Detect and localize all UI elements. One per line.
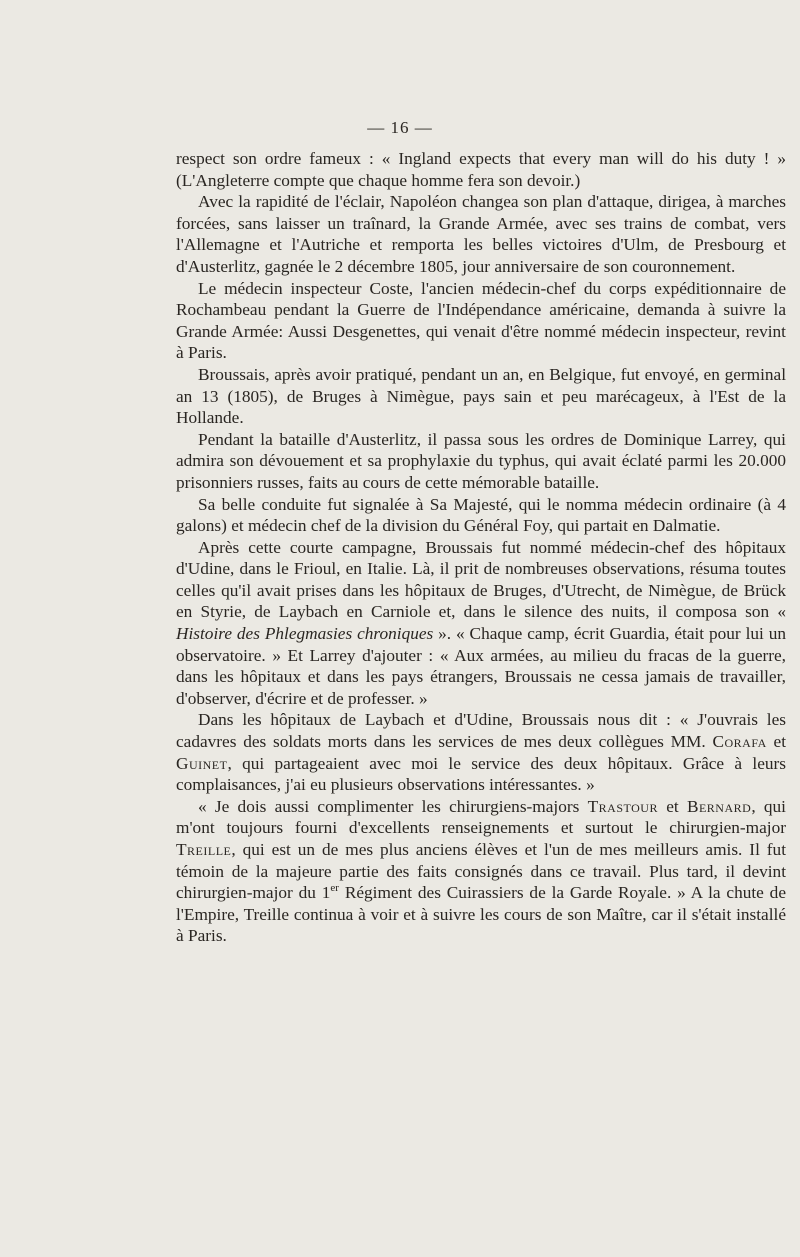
paragraph-4: Broussais, après avoir pratiqué, pendant un an, en Belgique, fut envoyé, en germinal an 13 (1805), de Bruges à Nimègue, pays sain et peu marécageux, à l'Est de la Hollande. (176, 364, 786, 428)
name-corafa: Corafa (712, 732, 767, 752)
paragraph-9-part-3: , qui m'ont toujours fourni d'excellents renseignements et surtout le chirurgien-major (176, 796, 786, 838)
paragraph-8 (176, 709, 786, 795)
body-text (176, 148, 786, 947)
name-treille: Treille (176, 840, 232, 859)
superscript-er: er (330, 882, 339, 895)
paragraph-9-part-1: « Je dois aussi complimenter les chirurgiens-majors (198, 796, 588, 816)
paragraph-9 (176, 796, 786, 947)
paragraph-1: respect son ordre fameux : « Ingland expects that every man will do his duty ! » (L'Angleterre compte que chaque homme fera son devoir.) (176, 149, 786, 190)
paragraph-8-part-1: Dans les hôpitaux de Laybach et d'Udine, Broussais nous dit : « J'ouvrais les cadavres des soldats morts dans les services de mes deux collègues MM. (176, 710, 786, 752)
page-number: — 16 — (367, 118, 433, 137)
paragraph-6: Sa belle conduite fut signalée à Sa Majesté, qui le nomma médecin ordinaire (à 4 galons) et médecin chef de la division du Général Foy, qui partait en Dalmatie. (176, 494, 786, 536)
paragraph-3: Le médecin inspecteur Coste, l'ancien médecin-chef du corps expéditionnaire de Rochambeau pendant la Guerre de l'Indépendance américaine, demanda à suivre la Grande Armée: Aussi Desgenettes, qui venait d'être nommé médecin inspecteur, revint à Paris. (176, 278, 786, 363)
name-guinet: Guinet (176, 753, 228, 773)
paragraph-2: Avec la rapidité de l'éclair, Napoléon changea son plan d'attaque, dirigea, à marches forcées, sans laisser un traînard, la Grande Armée, avec ses trains de combat, vers l'Allemagne et l'Autriche et remporta les belles victoires d'Ulm, de Presbourg et d'Austerlitz, gagnée le 2 décembre 1805, jour anniversaire de son couronnement. (176, 192, 786, 276)
paragraph-8-part-3: , qui partageaient avec moi le service des deux hôpitaux. Grâce à leurs complaisances, j'ai eu plusieurs observations intéressantes. » (176, 753, 786, 795)
paragraph-7-text-after: ». « Chaque camp, écrit Guardia, était pour lui un observatoire. » Et Larrey d'ajouter : « Aux armées, au milieu du fracas de la guerre, dans les hôpitaux et dans les pays étrangers, Broussais ne cessa jamais de travailler, d'observer, d'écrire et de professer. » (176, 624, 786, 708)
paragraph-8-part-2: et (766, 732, 786, 752)
paragraph-9-part-2: et (657, 796, 687, 816)
paragraph-9-part-4: , qui est un de mes plus anciens élèves et l'un de mes meilleurs amis. Il fut témoin de la majeure partie des faits consignés dans ce travail. Plus tard, il devint chirurgien-major du 1 (176, 840, 786, 903)
name-trastour: Trastour (587, 796, 658, 816)
paragraph-7 (176, 537, 786, 710)
paragraph-7-text-before: Après cette courte campagne, Broussais fut nommé médecin-chef des hôpitaux d'Udine, dans le Frioul, en Italie. Là, il prit de nombreuses observations, résuma toutes celles qu'il avait prises dans les hôpitaux de Bruges, d'Utrecht, de Nimègue, de Brück en Styrie, de Laybach en Carniole et, dans le silence des nuits, il composa son « (176, 537, 786, 622)
name-bernard: Bernard (686, 796, 752, 816)
paragraph-5: Pendant la bataille d'Austerlitz, il passa sous les ordres de Dominique Larrey, qui admira son dévouement et sa prophylaxie du typhus, qui avait éclaté parmi les 20.000 prisonniers russes, faits au cours de cette mémorable bataille. (176, 429, 786, 492)
paragraph-9-part-5: Régiment des Cuirassiers de la Garde Royale. » A la chute de l'Empire, Treille continua à voir et à suivre les cours de son Maître, car il s'était installé à Paris. (176, 883, 786, 946)
book-title: Histoire des Phlegmasies chroniques (176, 624, 434, 644)
